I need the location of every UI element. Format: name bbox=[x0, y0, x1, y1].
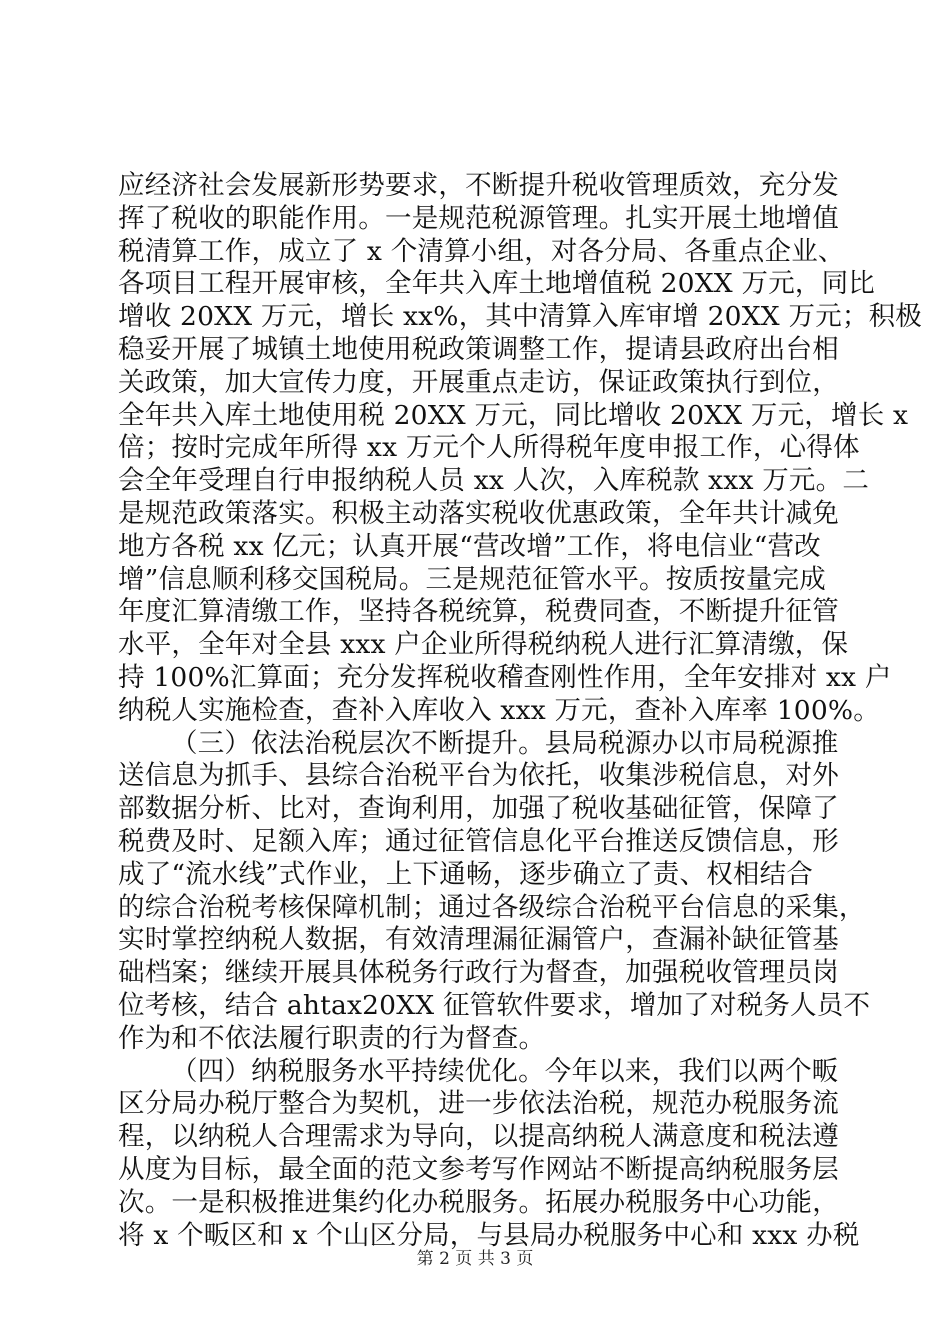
text-line: 区分局办税厅整合为契机，进一步依法治税，规范办税服务流 bbox=[118, 1088, 839, 1120]
text-line: 实时掌控纳税人数据，有效清理漏征漏管户，查漏补缺征管基 bbox=[118, 924, 839, 956]
section-heading-line: （三）依法治税层次不断提升。县局税源办以市局税源推 bbox=[171, 727, 839, 759]
text-line: 部数据分析、比对，查询利用，加强了税收基础征管，保障了 bbox=[118, 793, 839, 825]
text-line: 的综合治税考核保障机制；通过各级综合治税平台信息的采集， bbox=[118, 891, 866, 923]
text-line: 成了“流水线”式作业，上下通畅，逐步确立了责、权相结合 bbox=[118, 858, 813, 890]
text-line: 关政策，加大宣传力度，开展重点走访，保证政策执行到位， bbox=[118, 366, 839, 398]
text-line: 持 100%汇算面；充分发挥税收稽查刚性作用，全年安排对 xx 户 bbox=[118, 661, 892, 693]
body-text bbox=[118, 170, 922, 1252]
text-line: 税清算工作，成立了 x 个清算小组，对各分局、各重点企业、 bbox=[118, 235, 845, 267]
text-line: 倍；按时完成年所得 xx 万元个人所得税年度申报工作，心得体 bbox=[118, 432, 860, 464]
text-line: 增”信息顺利移交国税局。三是规范征管水平。按质按量完成 bbox=[118, 563, 826, 595]
text-line: 稳妥开展了城镇土地使用税政策调整工作，提请县政府出台相 bbox=[118, 333, 839, 365]
text-line: 作为和不依法履行职责的行为督查。 bbox=[118, 1022, 546, 1054]
text-line: 挥了税收的职能作用。一是规范税源管理。扎实开展土地增值 bbox=[118, 202, 839, 234]
text-line: 础档案；继续开展具体税务行政行为督查，加强税收管理员岗 bbox=[118, 957, 839, 989]
section-heading-line: （四）纳税服务水平持续优化。今年以来，我们以两个畈 bbox=[171, 1055, 839, 1087]
text-line: 将 x 个畈区和 x 个山区分局，与县局办税服务中心和 xxx 办税 bbox=[118, 1219, 860, 1251]
text-line: 各项目工程开展审核，全年共入库土地增值税 20XX 万元，同比 bbox=[118, 268, 875, 300]
text-line: 纳税人实施检查，查补入库收入 xxx 万元，查补入库率 100%。 bbox=[118, 694, 880, 726]
text-line: 年度汇算清缴工作，坚持各税统算，税费同查，不断提升征管 bbox=[118, 596, 839, 628]
text-line: 水平，全年对全县 xxx 户企业所得税纳税人进行汇算清缴，保 bbox=[118, 629, 849, 661]
text-line: 地方各税 xx 亿元；认真开展“营改增”工作，将电信业“营改 bbox=[118, 530, 821, 562]
text-line: 是规范政策落实。积极主动落实税收优惠政策，全年共计减免 bbox=[118, 497, 839, 529]
text-line: 位考核，结合 ahtax20XX 征管软件要求，增加了对税务人员不 bbox=[118, 989, 871, 1021]
text-line: 程，以纳税人合理需求为导向，以提高纳税人满意度和税法遵 bbox=[118, 1121, 839, 1153]
text-line: 应经济社会发展新形势要求，不断提升税收管理质效，充分发 bbox=[118, 170, 839, 201]
text-line: 次。一是积极推进集约化办税服务。拓展办税服务中心功能， bbox=[118, 1186, 839, 1218]
text-line: 会全年受理自行申报纳税人员 xx 人次，入库税款 xxx 万元。二 bbox=[118, 465, 870, 497]
text-line: 增收 20XX 万元，增长 xx%，其中清算入库审增 20XX 万元；积极 bbox=[118, 301, 922, 333]
text-line: 送信息为抓手、县综合治税平台为依托，收集涉税信息，对外 bbox=[118, 760, 839, 792]
text-line: 全年共入库土地使用税 20XX 万元，同比增收 20XX 万元，增长 x bbox=[118, 399, 909, 431]
page-footer bbox=[0, 1244, 950, 1269]
page-number-label: 第 2 页 共 3 页 bbox=[416, 1249, 534, 1269]
text-line: 税费及时、足额入库；通过征管信息化平台推送反馈信息，形 bbox=[118, 825, 839, 857]
text-line: 从度为目标，最全面的范文参考写作网站不断提高纳税服务层 bbox=[118, 1153, 839, 1185]
